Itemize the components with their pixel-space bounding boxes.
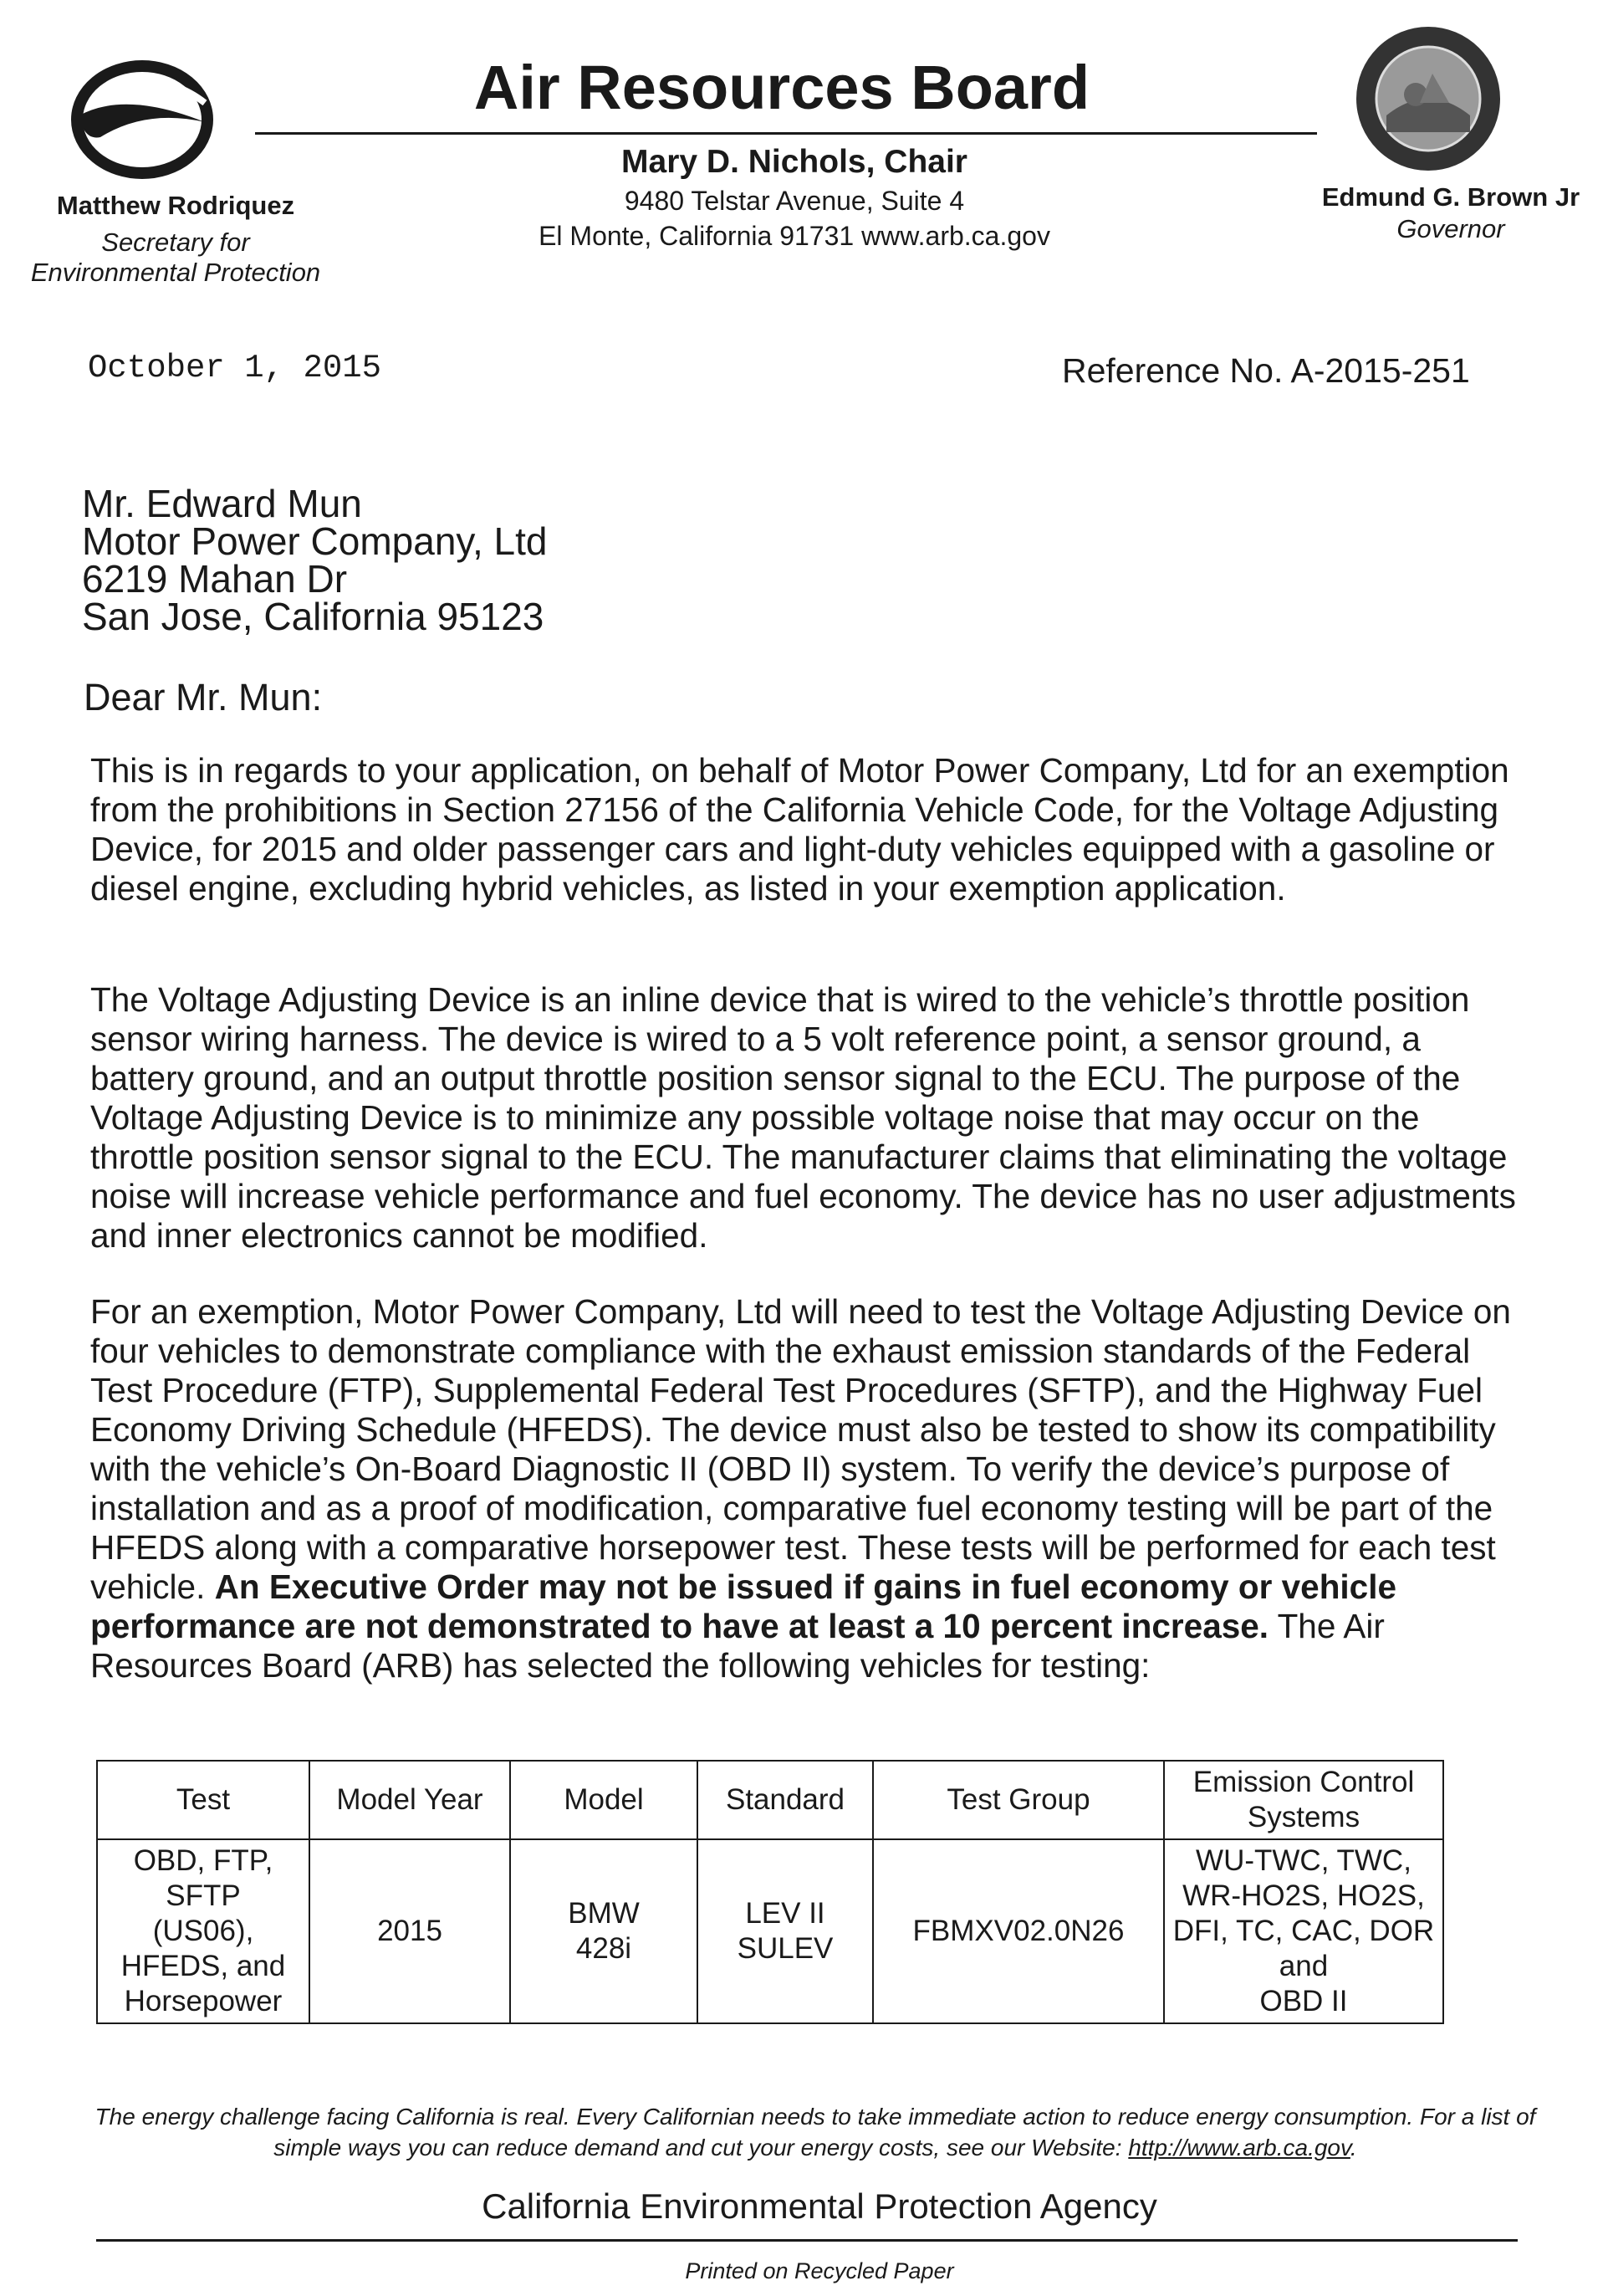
- address-line2: El Monte, California 91731 www.arb.ca.gov: [539, 221, 1050, 251]
- header-emission-control-systems: Emission Control Systems: [1164, 1761, 1443, 1839]
- secretary-title-line2: Environmental Protection: [30, 258, 321, 287]
- cell-line: SULEV: [737, 1932, 834, 1965]
- paragraph-device-description: The Voltage Adjusting Device is an inline device that is wired to the vehicle’s throttle position sensor wiring harness. The device is wired to a 5 volt reference point, a sensor ground, a battery ground, and an output throttle position sensor signal to the ECU. The purpose of the Voltage Adjusting Device is to minimize any possible voltage noise that may occur on the throttle position sensor signal to the ECU. The manufacturer claims that eliminating the voltage noise will increase vehicle performance and fuel economy. The device has no user adjustments and inner electronics cannot be modified.: [90, 980, 1516, 1255]
- cell-line: LEV II: [745, 1897, 825, 1930]
- board-title: Air Resources Board: [473, 53, 1090, 122]
- cell-emission-systems: [1164, 1839, 1443, 2023]
- cell-line: DFI, TC, CAC, DOR: [1172, 1915, 1435, 1947]
- cell-line: 428i: [575, 1932, 632, 1965]
- address-line1: 9480 Telstar Avenue, Suite 4: [624, 186, 965, 216]
- recipient-line: San Jose, California 95123: [82, 595, 544, 638]
- cell-line: OBD, FTP,: [133, 1844, 273, 1877]
- cell-test-group: FBMXV02.0N26: [873, 1839, 1164, 2023]
- letter-date: October 1, 2015: [88, 350, 382, 386]
- cell-line: WR-HO2S, HO2S,: [1182, 1879, 1425, 1912]
- footer-rule: [96, 2239, 1518, 2242]
- header-model: Model: [510, 1761, 697, 1839]
- cell-line: SFTP: [166, 1879, 241, 1912]
- paragraph-test-requirements: [90, 1292, 1529, 1685]
- arb-logo: [67, 57, 217, 182]
- recipient-line: 6219 Mahan Dr: [82, 557, 348, 601]
- secretary-title-line1: Secretary for: [101, 228, 250, 257]
- reference-number: Reference No. A-2015-251: [1062, 351, 1470, 390]
- bold-requirement: An Executive Order may not be issued if gains in fuel economy or vehicle performance are not demonstrated to have at least a 10 percent increase.: [90, 1567, 1396, 1645]
- cell-line: BMW: [568, 1897, 640, 1930]
- table-row: [97, 1839, 1443, 2023]
- cell-line: OBD II: [1259, 1985, 1348, 2017]
- test-vehicle-table: [96, 1760, 1444, 2024]
- cell-model-year: 2015: [309, 1839, 510, 2023]
- recycled-paper-note: Printed on Recycled Paper: [685, 2258, 954, 2283]
- paragraph-text: For an exemption, Motor Power Company, Ltd will need to test the Voltage Adjusting Device on four vehicles to demonstrate compliance with the exhaust emission standards of the Federal Test Procedure (FTP), Supplemental Federal Test Procedures (SFTP), and the Highway Fuel Economy Driving Schedule (HFEDS). The device must also be tested to show its compatibility with the vehicle’s On-Board Diagnostic II (OBD II) system. To verify the device’s purpose of installation and as a proof of modification, comparative fuel economy testing will be part of the HFEDS along with a comparative horsepower test. These tests will be performed for each test vehicle.: [90, 1292, 1511, 1606]
- cell-model: [510, 1839, 697, 2023]
- cell-test: [97, 1839, 309, 2023]
- header-test-group: Test Group: [873, 1761, 1164, 1839]
- chair-name: Mary D. Nichols, Chair: [621, 144, 967, 180]
- salutation: Dear Mr. Mun:: [84, 676, 323, 718]
- header-model-year: Model Year: [309, 1761, 510, 1839]
- paragraph-text: The Air Resources Board (ARB) has selected the following vehicles for testing:: [90, 1607, 1385, 1685]
- header-standard: Standard: [697, 1761, 873, 1839]
- table-header-row: [97, 1761, 1443, 1839]
- energy-footnote: [84, 2101, 1547, 2163]
- governor-title: Governor: [1396, 214, 1505, 243]
- footnote-end: .: [1350, 2135, 1357, 2160]
- paragraph-application: This is in regards to your application, on behalf of Motor Power Company, Ltd for an exemption from the prohibitions in Section 27156 of the California Vehicle Code, for the Voltage Adjusting Device, for 2015 and older passenger cars and light-duty vehicles equipped with a gasoline or diesel engine, excluding hybrid vehicles, as listed in your exemption application.: [90, 751, 1509, 908]
- recipient-line: Motor Power Company, Ltd: [82, 519, 548, 563]
- cell-line: WU-TWC, TWC,: [1196, 1844, 1411, 1877]
- header-test: Test: [97, 1761, 309, 1839]
- recipient-address: [82, 482, 548, 638]
- governor-name: Edmund G. Brown Jr: [1321, 182, 1580, 212]
- website-link[interactable]: http://www.arb.ca.gov: [1128, 2135, 1350, 2160]
- state-seal-icon: [1353, 23, 1503, 174]
- footnote-text: The energy challenge facing California is real. Every Californian needs to take immediate action to reduce energy consumption. For a list of simple ways you can reduce demand and cut your energy costs, see our Website:: [94, 2104, 1536, 2160]
- cell-standard: [697, 1839, 873, 2023]
- cell-line: and: [1279, 1950, 1329, 1982]
- agency-name: California Environmental Protection Agency: [482, 2186, 1157, 2226]
- header-rule: [255, 132, 1317, 135]
- recipient-line: Mr. Edward Mun: [82, 482, 362, 525]
- cell-line: Horsepower: [124, 1985, 283, 2017]
- cell-line: (US06),: [152, 1915, 254, 1947]
- secretary-name: Matthew Rodriquez: [56, 191, 295, 220]
- cell-line: HFEDS, and: [120, 1950, 286, 1982]
